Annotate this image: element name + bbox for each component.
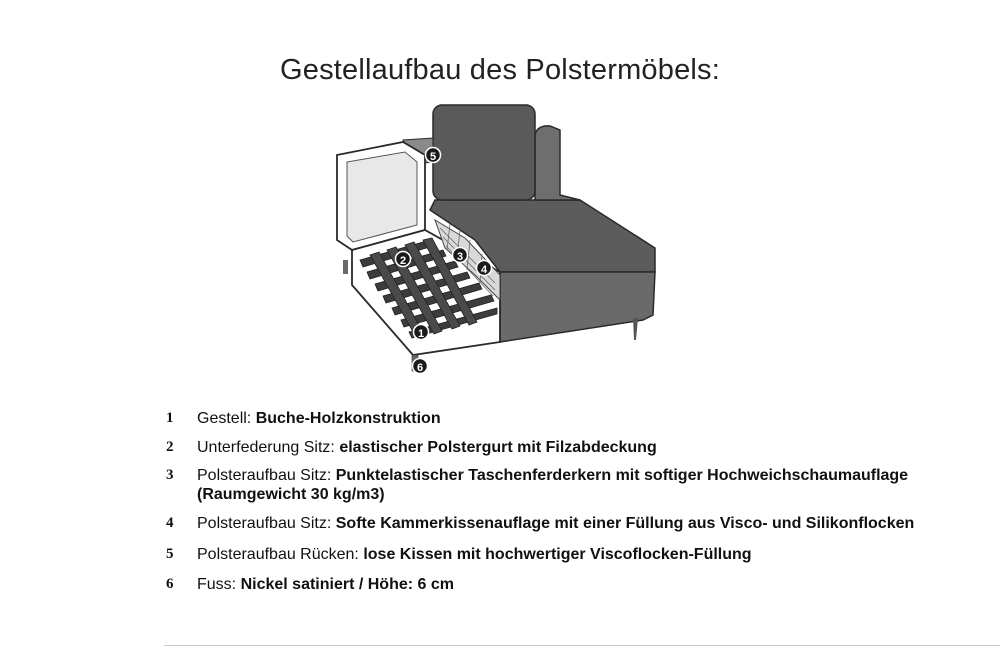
callout-1 (414, 325, 429, 341)
legend-number: 3 (166, 467, 174, 483)
legend-item-2 (166, 438, 996, 457)
svg-text:3: 3 (456, 251, 464, 263)
legend-label: Polsteraufbau Rücken: (197, 546, 359, 563)
callout-2 (396, 252, 411, 268)
sofa-construction-diagram (325, 100, 665, 385)
callout-4 (477, 261, 492, 277)
legend-number: 1 (166, 410, 174, 426)
page-title: Gestellaufbau des Polstermöbels: (279, 54, 721, 86)
legend-value: Punktelastischer Taschenferderkern mit softiger Hochweichschaumauflage (Raumgewicht 30 kg/m3) (197, 467, 909, 503)
legend-value: Nickel satiniert / Höhe: 6 cm (240, 576, 454, 593)
legend-number: 6 (166, 576, 174, 592)
divider (164, 645, 1000, 646)
leg-left (343, 260, 348, 274)
legend-item-6 (166, 575, 996, 594)
svg-text:4: 4 (480, 264, 488, 276)
back-cushion (433, 105, 535, 200)
legend-value: Buche-Holzkonstruktion (255, 410, 441, 427)
svg-text:6: 6 (416, 362, 424, 374)
svg-text:2: 2 (399, 255, 407, 267)
legend-label: Polsteraufbau Sitz: (197, 467, 332, 484)
callout-6 (413, 359, 428, 375)
legend-label: Unterfederung Sitz: (197, 439, 335, 456)
legend-number: 4 (166, 515, 174, 531)
right-arm (535, 126, 580, 200)
legend-item-3 (166, 466, 996, 504)
legend-label: Gestell: (197, 410, 252, 427)
legend-value: elastischer Polstergurt mit Filzabdeckung (339, 439, 657, 456)
legend-number: 5 (166, 546, 174, 562)
svg-text:1: 1 (417, 328, 425, 340)
svg-text:5: 5 (429, 151, 437, 163)
legend-list (166, 409, 996, 594)
legend-item-4 (166, 514, 996, 533)
legend-value: lose Kissen mit hochwertiger Viscoflocken-Füllung (363, 546, 752, 563)
legend-number: 2 (166, 439, 174, 455)
leg-right (633, 318, 638, 340)
legend-label: Fuss: (197, 576, 237, 593)
legend-value: Softe Kammerkissenauflage mit einer Füllung aus Visco- und Silikonflocken (335, 515, 915, 532)
legend-item-1 (166, 409, 996, 428)
callout-5 (426, 148, 441, 164)
legend-item-5 (166, 545, 996, 564)
chaise-front (500, 272, 655, 342)
callout-3 (453, 248, 468, 264)
legend-label: Polsteraufbau Sitz: (197, 515, 332, 532)
